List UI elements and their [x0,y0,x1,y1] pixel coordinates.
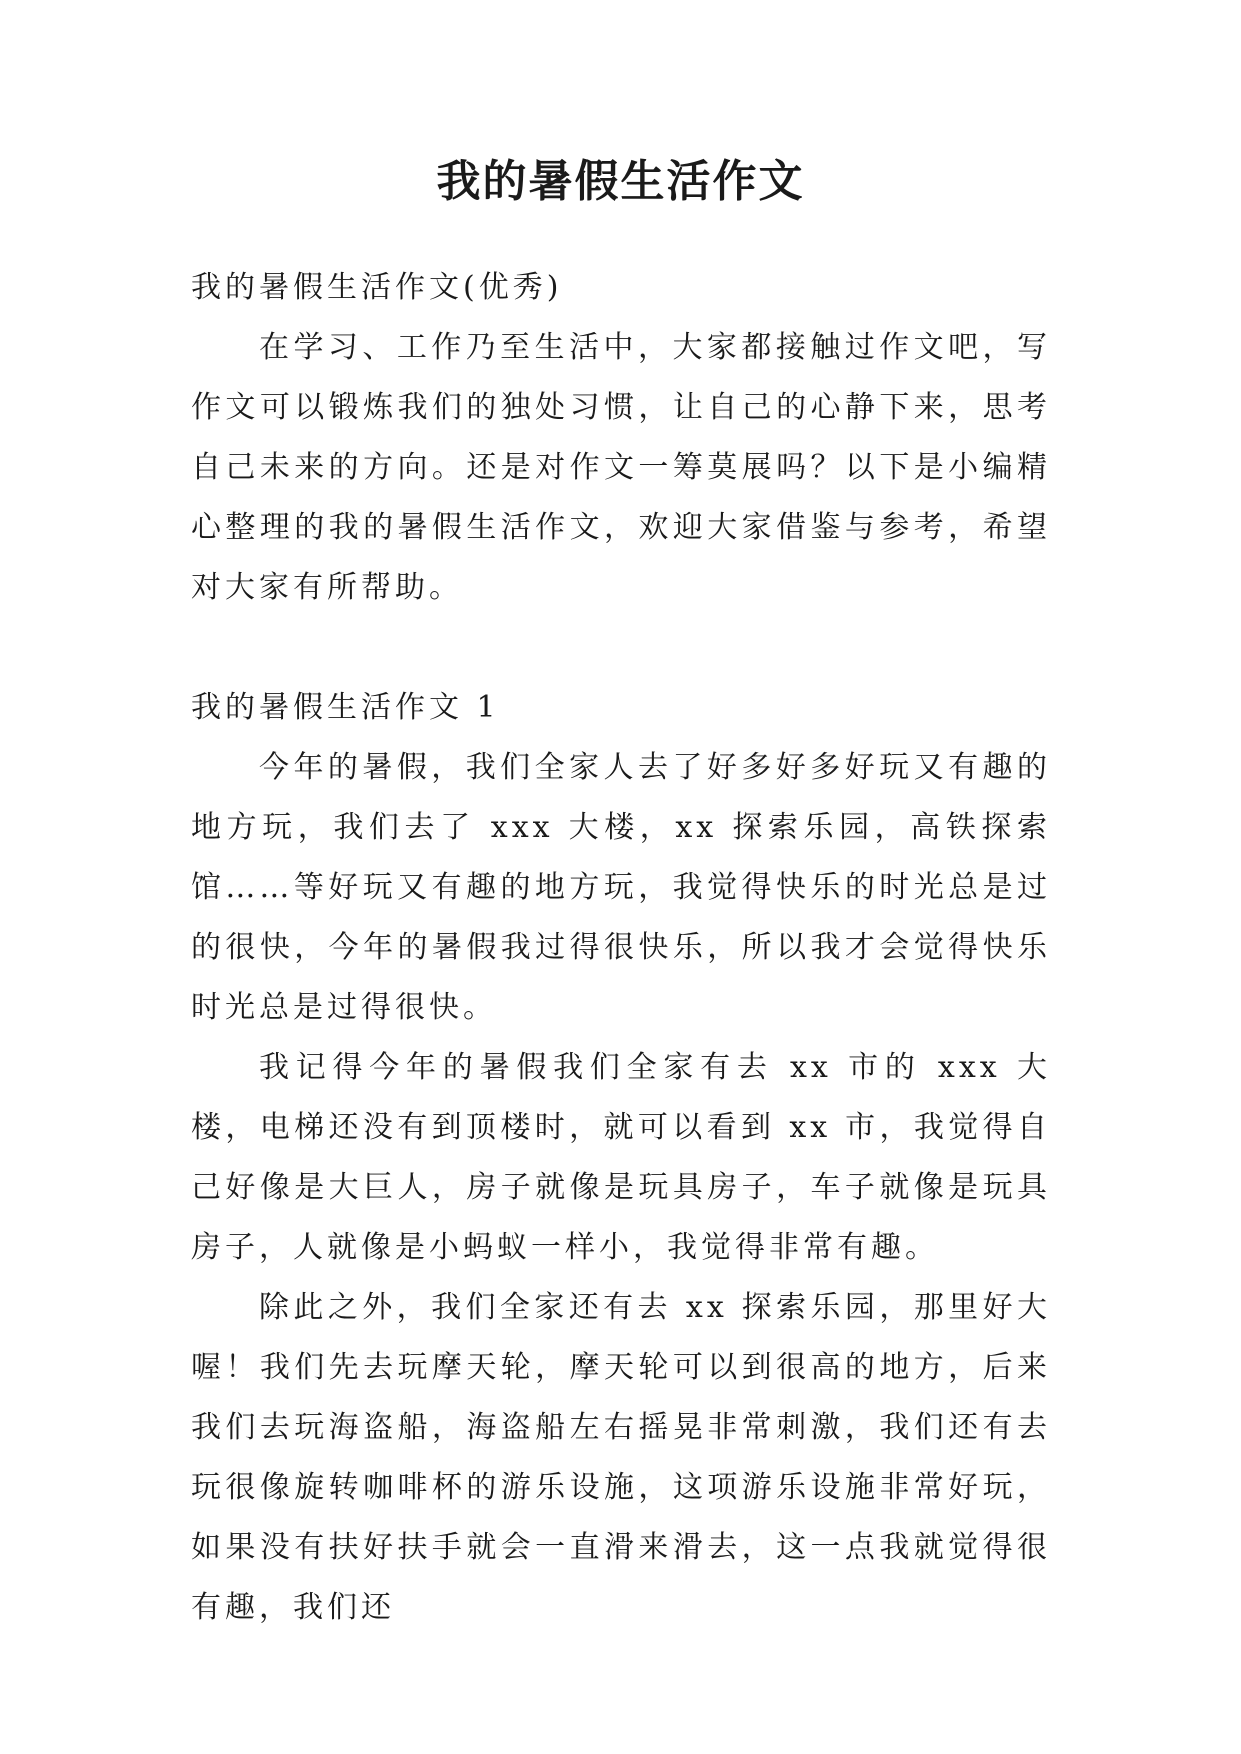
document-title: 我的暑假生活作文 [436,156,805,207]
essay-paragraph: 除此之外，我们全家还有去 xx 探索乐园，那里好大喔！我们先去玩摩天轮，摩天轮可以到很高的地方，后来我们去玩海盗船，海盗船左右摇晃非常刺激，我们还有去玩很像旋转咖啡杯的游乐设施，这项游乐设施非常好玩，如果没有扶好扶手就会一直滑来滑去，这一点我就觉得很有趣，我们还 [191,1290,1051,1625]
document-body [191,258,1051,1638]
essay-paragraph: 今年的暑假，我们全家人去了好多好多好玩又有趣的地方玩，我们去了 xxx 大楼，xx 探索乐园，高铁探索馆……等好玩又有趣的地方玩，我觉得快乐的时光总是过的很快，今年的暑假我过得很快乐，所以我才会觉得快乐时光总是过得很快。 [191,750,1051,1025]
essay-paragraph: 我记得今年的暑假我们全家有去 xx 市的 xxx 大楼，电梯还没有到顶楼时，就可以看到 xx 市，我觉得自己好像是大巨人，房子就像是玩具房子，车子就像是玩具房子，人就像是小蚂蚁一样小，我觉得非常有趣。 [191,1050,1051,1265]
intro-paragraph: 在学习、工作乃至生活中，大家都接触过作文吧，写作文可以锻炼我们的独处习惯，让自己的心静下来，思考自己未来的方向。还是对作文一筹莫展吗？以下是小编精心整理的我的暑假生活作文，欢迎大家借鉴与参考，希望对大家有所帮助。 [191,330,1051,605]
essay-heading: 我的暑假生活作文 1 [191,690,500,725]
section-spacer [191,618,1051,678]
document-subtitle: 我的暑假生活作文(优秀) [191,270,563,305]
